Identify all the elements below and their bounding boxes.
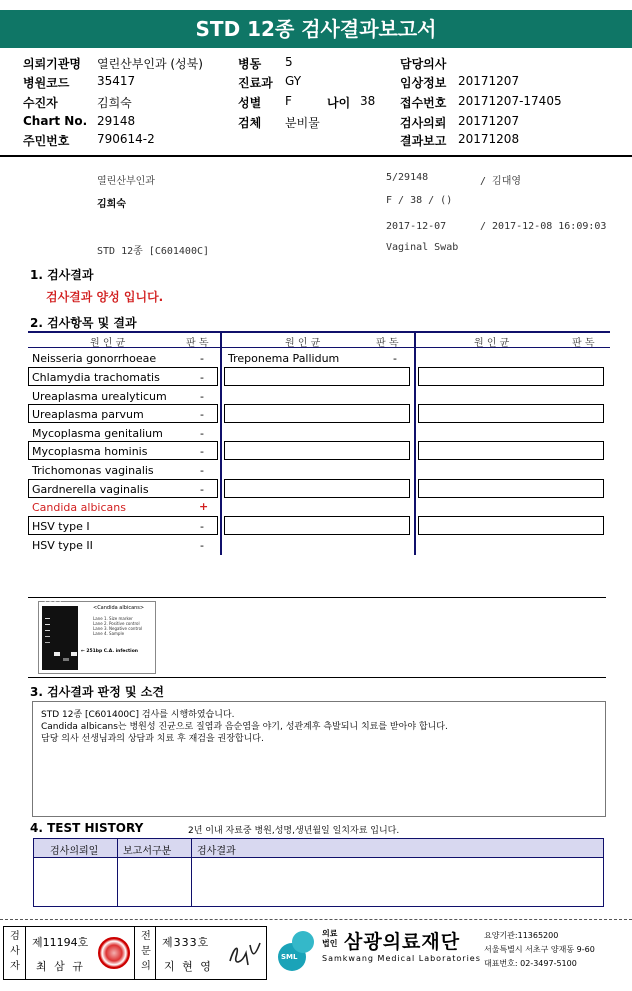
scan-date-report: / 2017-12-08 16:09:03 [480,221,607,232]
empty-item-frame [224,404,410,423]
corp-tag-2: 법인 [322,939,338,948]
empty-item-frame [224,441,410,460]
org-info-code: 요양기관:11365200 [484,931,559,940]
ward-value: 5 [285,55,293,69]
hospital-code-value: 35417 [97,74,136,88]
gel-lanes-panel [42,606,78,670]
header-divider [0,155,632,157]
chart-no-value: 29148 [97,114,136,128]
resident-no-value: 790614-2 [97,132,155,146]
report-title: STD 12종 검사결과보고서 [0,10,632,48]
scan-hospital: 열린산부인과 [97,176,155,187]
organism-result: - [200,352,204,365]
gel-rule-bottom [28,677,606,678]
organism-result: - [200,483,204,496]
scan-date-request: 2017-12-07 [386,221,447,232]
section2-heading: 2. 검사항목 및 결과 [30,316,137,330]
organism-name: Ureaplasma urealyticum [32,390,167,403]
hospital-label: 의뢰기관명 [23,57,81,71]
col-judge-1: 판 독 [186,338,209,349]
empty-item-frame [224,367,410,386]
approver-tag-cell [134,927,156,979]
table-top-rule [28,331,610,333]
patient-label: 수진자 [23,96,58,110]
sex-value: F [285,94,292,108]
gel-image [38,601,156,674]
signature-box [3,926,267,980]
opinion-line-3: 담당 의사 선생님과의 상담과 치료 후 재검을 권장합니다. [41,734,264,744]
organism-result: - [200,445,204,458]
department-label: 진료과 [238,76,273,90]
request-date-label: 검사의뢰 [400,116,447,130]
organism-result: - [200,371,204,384]
gel-legend-1: Lane 1. Size marker [93,616,133,621]
scan-sex-age: F / 38 / () [386,195,453,206]
report-date-value: 20171208 [458,132,520,146]
footer-dashed-rule [0,919,632,920]
specimen-value: 분비물 [285,116,320,130]
approver-name: 지 현 영 [164,960,213,973]
organism-result: - [200,464,204,477]
scan-test: STD 12종 [C601400C] [97,246,210,257]
tester-tag-cell [4,927,26,979]
empty-item-frame [224,479,410,498]
patient-value: 김희숙 [97,96,132,110]
organism-result: - [200,520,204,533]
section3-heading: 3. 검사결과 판정 및 소견 [30,685,164,699]
table-col-divider-1 [220,331,222,555]
sml-logo-icon [274,929,322,977]
result-positive-text: 검사결과 양성 입니다. [46,290,164,304]
org-english-name: Samkwang Medical Laboratories [322,954,481,963]
empty-item-frame [418,404,604,423]
col-organism-2: 원 인 균 [285,338,321,349]
specimen-label: 검체 [238,116,262,130]
gel-rule-top [28,597,606,598]
age-label: 나이 [327,96,351,110]
scan-chart: 5/29148 [386,172,429,183]
organism-result: - [393,352,397,365]
department-value: GY [285,74,302,88]
organism-name-positive: Candida albicans [32,501,126,514]
empty-item-frame [418,479,604,498]
empty-item-frame [418,367,604,386]
gel-legend-4: Lane 4. Sample [93,631,125,636]
history-table [33,838,604,907]
gel-legend-2: Lane 2. Positive control [93,621,140,626]
request-date-value: 20171207 [458,114,520,128]
organism-result: - [200,539,204,552]
organism-name: Gardnerella vaginalis [32,483,149,496]
clinical-info-label: 임상정보 [400,76,447,90]
opinion-line-2: Candida albicans는 병원성 진균으로 질염과 음순염을 야기, 성관계후 측발되니 치료를 받아야 합니다. [41,722,448,732]
organism-name: Ureaplasma parvum [32,408,144,421]
organism-result: - [200,427,204,440]
organism-name: Treponema Pallidum [228,352,340,365]
table-col-divider-2 [414,331,416,555]
gel-arrow-label: ← 251bp C.A. infection [81,649,139,654]
col-judge-3: 판 독 [572,338,595,349]
org-info-address: 서울특별시 서초구 양재동 9-60 [484,945,595,954]
scan-doctor: / 김대영 [480,176,522,187]
organism-name: HSV type II [32,539,93,552]
sex-label: 성별 [238,96,262,110]
opinion-box [32,701,606,817]
scan-patient: 김희숙 [97,199,126,210]
organism-name: Chlamydia trachomatis [32,371,160,384]
col-organism-1: 원 인 균 [90,338,126,349]
col-organism-3: 원 인 균 [474,338,510,349]
approver-number: 제333호 [162,936,210,949]
opinion-line-1: STD 12종 [C601400C] 검사를 시행하였습니다. [41,710,235,720]
history-col-request-date: 검사의뢰일 [50,846,99,857]
hospital-code-label: 병원코드 [23,76,70,90]
age-value: 38 [360,94,376,108]
history-header-row [34,839,603,858]
org-name: 삼광의료재단 [344,931,461,953]
tester-seal-icon [98,937,130,969]
organism-name: HSV type I [32,520,90,533]
empty-item-frame [224,516,410,535]
col-judge-2: 판 독 [376,338,399,349]
org-info-phone: 대표번호: 02-3497-5100 [484,959,577,968]
gel-title: <Candida albicans> [93,605,145,611]
section1-heading: 1. 검사결과 [30,268,94,282]
tester-tag: 검사자 [10,931,20,972]
organism-name: Mycoplasma genitalium [32,427,163,440]
logo-text: SML [281,953,298,961]
organism-name: Trichomonas vaginalis [32,464,154,477]
receipt-no-value: 20171207-17405 [458,94,562,108]
history-col-report-type: 보고서구분 [123,846,172,857]
organism-name: Mycoplasma hominis [32,445,148,458]
approver-tag: 전문의 [141,931,151,972]
ward-label: 병동 [238,57,262,71]
empty-item-frame [418,441,604,460]
signature-icon [226,937,262,971]
organism-result: - [200,408,204,421]
organism-name: Neisseria gonorrhoeae [32,352,157,365]
organism-result-positive: + [199,500,209,513]
chart-no-label: Chart No. [23,114,88,128]
gel-legend-3: Lane 3. Negative control [93,626,143,631]
corp-tag-1: 의료 [322,929,338,938]
receipt-no-label: 접수번호 [400,96,447,110]
section4-heading: 4. TEST HISTORY [30,821,144,835]
tester-number: 제11194호 [32,936,89,949]
resident-no-label: 주민번호 [23,134,70,148]
gel-lane-numbers: 1 2 3 4 [44,601,62,607]
scan-specimen: Vaginal Swab [386,242,459,253]
doctor-label: 담당의사 [400,57,447,71]
empty-item-frame [418,516,604,535]
tester-name: 최 삼 규 [36,960,85,973]
hospital-value: 열린산부인과 (성북) [97,57,203,71]
history-note: 2년 이내 자료중 병원,성명,생년월일 일치자료 입니다. [188,826,400,836]
organism-result: - [200,390,204,403]
report-date-label: 결과보고 [400,134,447,148]
history-col-result: 검사결과 [197,846,236,857]
clinical-info-value: 20171207 [458,74,520,88]
